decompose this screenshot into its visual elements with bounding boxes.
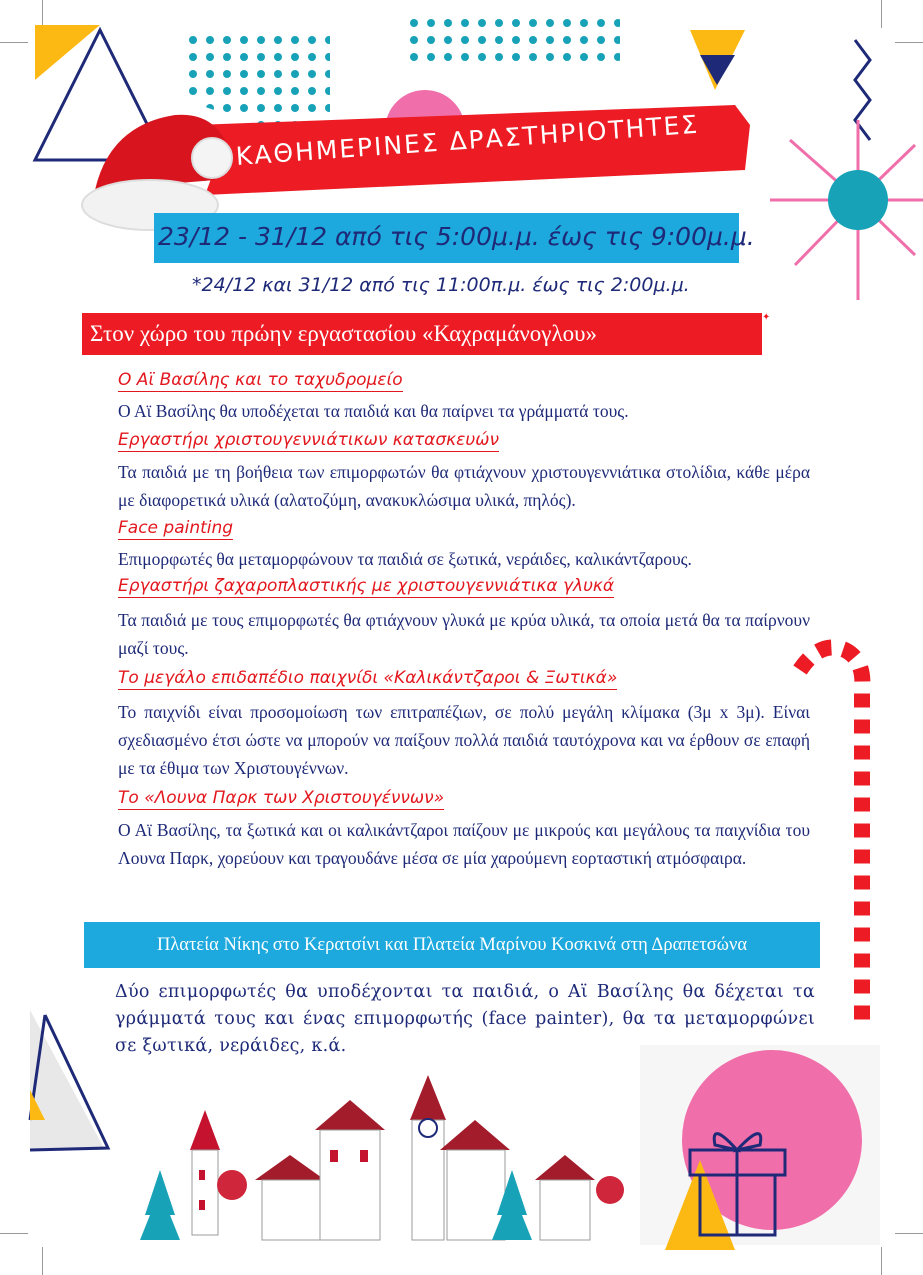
date-note: *24/12 και 31/12 από τις 11:00π.μ. έως τις 2:00μ.μ. — [192, 274, 690, 296]
bottom-decoration — [0, 1000, 923, 1275]
svg-text:✦: ✦ — [762, 312, 771, 323]
village-icon — [140, 1075, 624, 1240]
venue-title: Στον χώρο του πρώην εργαστασίου «Καχραμάνογλου» — [82, 313, 762, 355]
venue-title-squares: Πλατεία Νίκης στο Κερατσίνι και Πλατεία Μαρίνου Κοσκινά στη Δραπετσώνα — [84, 922, 820, 968]
date-range: 23/12 - 31/12 από τις 5:00μ.μ. έως τις 9:00μ.μ. — [158, 222, 755, 251]
banner-title: ΚΑΘΗΜΕΡΙΝΕΣ ΔΡΑΣΤΗΡΙΟΤΗΤΕΣ — [234, 109, 701, 171]
venue-description: Δύο επιμορφωτές θα υποδέχονται τα παιδιά, ο Αϊ Βασίλης θα δέχεται τα γράμματά τους και ένας επιμορφωτής (face painter), θα τα μεταμορφώνει σε ξωτικά, νεράιδες, κ.ά. — [115, 982, 815, 1056]
activity-title: Εργαστήρι χριστουγεννιάτικων κατασκευών — [118, 430, 499, 450]
activity-description: Τα παιδιά με τους επιμορφωτές θα φτιάχνουν γλυκά με κρύα υλικά, τα οποία μετά θα τα παίρνουν μαζί τους. — [118, 610, 810, 658]
activity-title: Face painting — [118, 518, 234, 538]
activity-title: Το μεγάλο επιδαπέδιο παιχνίδι «Καλικάντζαροι & Ξωτικά» — [118, 668, 618, 688]
dot-pattern-icon — [410, 18, 620, 70]
activity-description: Το παιχνίδι είναι προσομοίωση των επιτραπέζιων, σε πολύ μεγάλη κλίμακα (3μ x 3μ). Είναι σχεδιασμένο έτσι ώστε να μπορούν να παίξουν πολλά παιδιά ταυτόχρονα και να έρθουν σε επαφή με τα έθιμα των Χριστουγέννων. — [118, 702, 810, 778]
activity-description: Ο Αϊ Βασίλης, τα ξωτικά και οι καλικάντζαροι παίζουν με μικρούς και μεγάλους τα παιχνίδια του Λουνα Παρκ, χορεύουν και τραγουδάνε μέσα σε μία χαρούμενη εορταστική ατμόσφαιρα. — [118, 820, 810, 868]
activity-description: Ο Αϊ Βασίλης θα υποδέχεται τα παιδιά και θα παίρνει τα γράμματά τους. — [118, 401, 629, 421]
activity-title: Ο Αϊ Βασίλης και το ταχυδρομείο — [118, 370, 403, 390]
activity-description: Τα παιδιά με τη βοήθεια των επιμορφωτών θα φτιάχνουν χριστουγεννιάτικα στολίδια, κάθε μέρα με διαφορετικά υλικά (αλατοζύμη, ανακυκλώσιμα υλικά, πηλός). — [118, 462, 810, 510]
pyramid-icon — [30, 1010, 108, 1150]
navy-triangle-icon — [700, 55, 735, 85]
teal-circle-icon — [828, 170, 888, 230]
activity-title: Εργαστήρι ζαχαροπλαστικής με χριστουγεννιάτικα γλυκά — [118, 576, 615, 596]
activity-description: Επιμορφωτές θα μεταμορφώνουν τα παιδιά σε ξωτικά, νεράιδες, καλικάντζαρους. — [118, 549, 692, 569]
candy-cane-icon — [780, 630, 890, 1030]
activity-title: Το «Λουνα Παρκ των Χριστουγέννων» — [118, 788, 445, 808]
